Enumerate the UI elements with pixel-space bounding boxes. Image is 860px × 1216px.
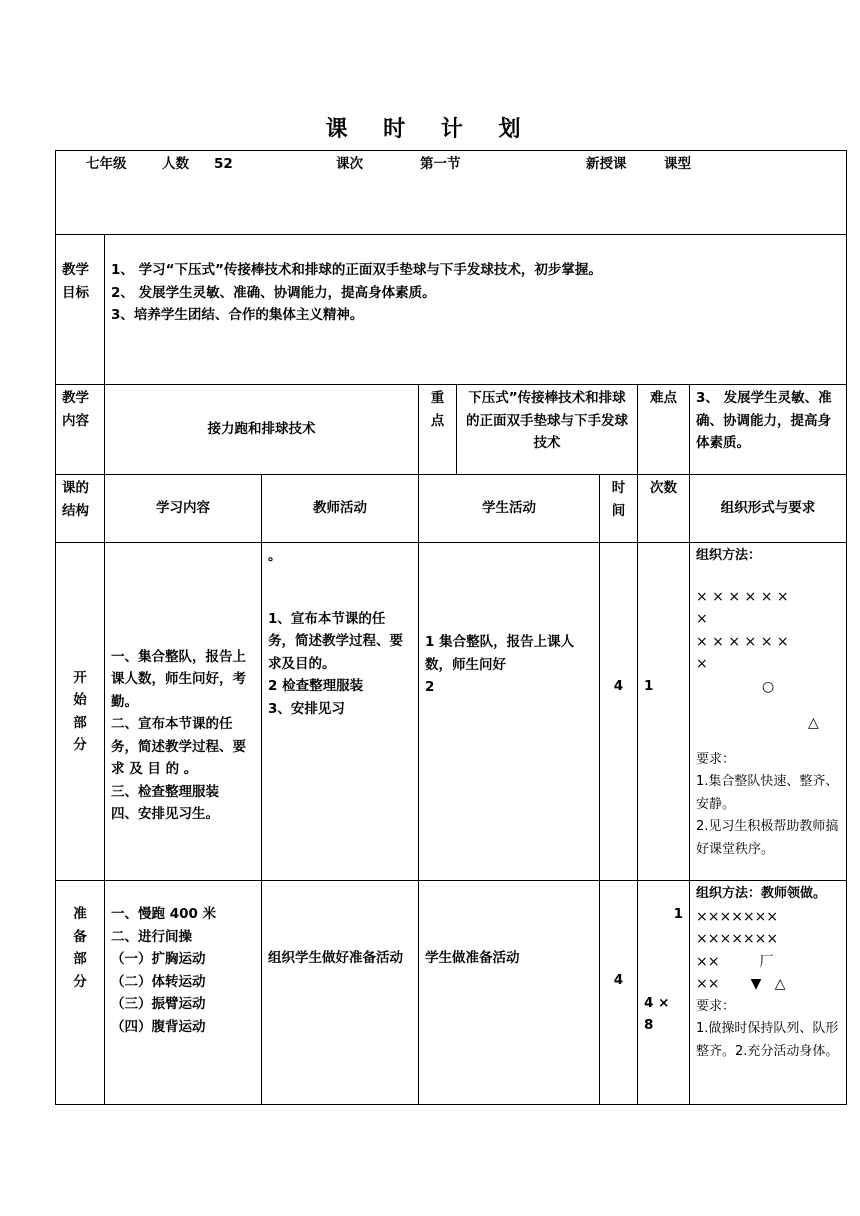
header-row	[56, 151, 847, 235]
learning-item: （一）扩胸运动	[111, 951, 206, 967]
formation-row: ×× ▼ △	[696, 976, 786, 992]
reps-value: 1	[673, 906, 683, 922]
count-label: 人数	[162, 156, 189, 172]
learning-item: 二、进行间操	[111, 928, 192, 945]
learning-item: 二、宣布本节课的任务，简述教学过程、要 求 及 目 的 。	[111, 716, 246, 777]
content-row	[56, 385, 847, 475]
org-title: 组织方法：教师领做。	[696, 886, 827, 901]
learning-item: （三）振臂运动	[111, 996, 206, 1012]
student-item: 学生做准备活动	[425, 950, 520, 966]
col-student: 学生活动	[419, 475, 600, 543]
teacher-item: 1、宣布本节课的任务，简述教学过程、要求及目的。	[268, 610, 403, 672]
difficulty-text: 3、 发展学生灵敏、准确、协调能力，提高身体素质。	[690, 385, 847, 475]
goals-label: 教学目标	[56, 235, 105, 385]
col-structure: 课的结构	[56, 475, 105, 543]
reps-value: 4 ×	[644, 994, 670, 1011]
section-prep-row	[56, 881, 847, 1105]
req-title: 要求：	[696, 998, 736, 1014]
col-reps: 次数	[638, 475, 690, 543]
formation-row: ×××××××	[696, 908, 779, 925]
content-text: 接力跑和排球技术	[105, 385, 419, 475]
formation-row: × × × × × ×	[696, 633, 789, 650]
student-item: 2	[425, 679, 435, 695]
teacher-note: 。	[268, 548, 282, 564]
teacher-item: 2 检查整理服装	[268, 678, 364, 694]
time-value: 4	[613, 972, 624, 988]
reps-value: 1	[644, 678, 654, 694]
difficulty-label: 难点	[638, 385, 690, 475]
type-label: 课型	[664, 156, 691, 172]
learning-item: 一、集合整队，报告上课人数，师生问好，考勤。	[111, 648, 246, 710]
req-title: 要求：	[696, 751, 736, 767]
section-name: 准备部分	[56, 881, 105, 1105]
teacher-item: 3、安排见习	[268, 700, 345, 717]
lesson-value: 第一节	[420, 156, 461, 172]
formation-row: × × × × × ×	[696, 588, 789, 605]
section-start-row	[56, 543, 847, 881]
key-text: 下压式”传接棒技术和排球的正面双手垫球与下手发球技术	[457, 385, 638, 475]
org-title: 组织方法：	[696, 548, 762, 563]
section-name: 开始部分	[56, 543, 105, 881]
formation-row: ×××××××	[696, 931, 779, 947]
goal-item: 2、 发展学生灵敏、准确、协调能力，提高身体素质。	[111, 284, 436, 301]
col-time: 时间	[600, 475, 638, 543]
key-label: 重点	[419, 385, 457, 475]
time-value: 4	[613, 678, 624, 694]
lesson-label: 课次	[336, 156, 363, 172]
count-value: 52	[214, 156, 233, 172]
col-org: 组织形式与要求	[690, 475, 847, 543]
goal-item: 3、培养学生团结、合作的集体主义精神。	[111, 307, 364, 323]
formation-row: ×× 厂	[696, 953, 774, 970]
col-teacher: 教师活动	[262, 475, 419, 543]
learning-item: 一、慢跑 400 米	[111, 906, 217, 922]
teacher-item: 组织学生做好准备活动	[268, 950, 403, 966]
req-item: 2.见习生积极帮助教师搞好课堂秩序。	[696, 819, 839, 857]
triangle-icon: △	[808, 715, 819, 731]
lesson-plan-table	[55, 150, 847, 1105]
col-learning: 学习内容	[105, 475, 262, 543]
reps-value: 8	[644, 1017, 654, 1033]
learning-item: （四）腹背运动	[111, 1018, 206, 1035]
grade: 七年级	[86, 156, 127, 172]
formation-row: ×	[696, 656, 708, 672]
req-item: 1.集合整队快速、整齐、安静。	[696, 774, 839, 812]
type-value: 新授课	[586, 156, 627, 172]
goal-item: 1、 学习“下压式”传接棒技术和排球的正面双手垫球与下手发球技术，初步掌握。	[111, 262, 602, 278]
learning-item: 三、检查整理服装	[111, 783, 219, 800]
content-label: 教学内容	[56, 385, 105, 475]
column-header-row	[56, 475, 847, 543]
req-item: 1.做操时保持队列、队形整齐。2.充分活动身体。	[696, 1021, 839, 1059]
learning-item: （二）体转运动	[111, 973, 206, 990]
goals-row	[56, 235, 847, 385]
formation-row: ×	[696, 611, 708, 627]
page-title: 课 时 计 划	[325, 116, 535, 142]
learning-item: 四、安排见习生。	[111, 806, 219, 822]
student-item: 1 集合整队，报告上课人数，师生问好	[425, 634, 575, 673]
teacher-circle-icon: ○	[762, 678, 775, 695]
